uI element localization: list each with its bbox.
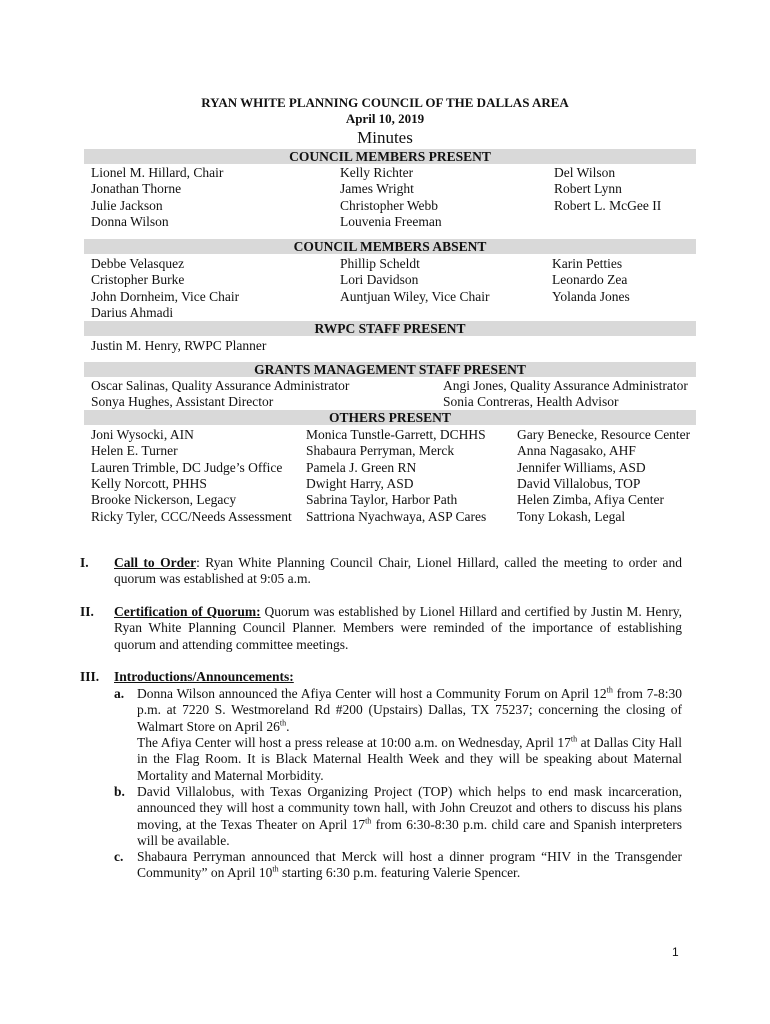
superscript: th (365, 816, 372, 826)
list-item: Yolanda Jones (552, 288, 630, 304)
list-item: Karin Petties (552, 256, 623, 271)
list-item: Justin M. Henry, RWPC Planner (91, 338, 267, 353)
list-item: Robert Lynn (554, 181, 622, 197)
superscript: th (570, 734, 578, 744)
list-item: Phillip Scheldt (340, 256, 420, 271)
list-item: Leonardo Zea (552, 272, 628, 288)
call-to-order-text: : Ryan White Planning Council Chair, Lionel Hillard, called the meeting to order and quorum was established at 9:05 a.m. (114, 555, 682, 587)
superscript: th (272, 864, 279, 874)
announcement-text: David Villalobus, with Texas Organizing Project (TOP) which helps to end mask incarceration, announced they will host a community town hall, with John Creuzot and others to discuss his plans moving, at the Texas Theater on April 17 (137, 784, 682, 832)
list-item: Julie Jackson (91, 197, 163, 213)
announcement-text: . (286, 718, 290, 734)
announcements-heading: Introductions/Announcements: (114, 669, 294, 684)
quorum-heading: Certification of Quorum: (114, 604, 261, 619)
list-item: Sonia Contreras, Health Advisor (443, 394, 619, 410)
list-item: Gary Benecke, Resource Center (517, 427, 691, 442)
announcement-text: from 6:30-8:30 p.m. child care and Spanish interpreters will be available. (137, 816, 683, 848)
staff-heading: RWPC STAFF PRESENT (84, 321, 696, 336)
list-item: Sonya Hughes, Assistant Director (91, 394, 274, 410)
grants-heading: GRANTS MANAGEMENT STAFF PRESENT (84, 362, 696, 377)
list-item: Christopher Webb (340, 197, 439, 213)
quorum-paragraph (114, 604, 682, 653)
list-item: Tony Lokash, Legal (517, 508, 626, 524)
list-item: Jonathan Thorne (91, 181, 182, 197)
list-item: Anna Nagasako, AHF (517, 443, 636, 459)
announcement-text: from 7-8:30 p.m. at 7220 S. Westmoreland Rd #200 (Upstairs) Dallas, TX 75237; concerning the closing of Walmart Store on April 26 (137, 686, 682, 734)
list-item: Auntjuan Wiley, Vice Chair (340, 288, 490, 304)
call-to-order-heading: Call to Order (114, 555, 197, 570)
announcement-a (137, 686, 682, 735)
superscript: th (606, 685, 613, 695)
list-item: Oscar Salinas, Quality Assurance Administrator (91, 378, 350, 393)
sub-item-letter: b. (114, 784, 125, 799)
list-item: Dwight Harry, ASD (306, 475, 414, 491)
others-heading: OTHERS PRESENT (84, 410, 696, 425)
announcement-c (137, 849, 682, 882)
announcement-b (137, 784, 682, 849)
list-item: Darius Ahmadi (91, 304, 174, 320)
list-item: Lauren Trimble, DC Judge’s Office (91, 459, 283, 475)
list-item: Pamela J. Green RN (306, 459, 417, 475)
superscript: th (279, 718, 287, 728)
list-item: Brooke Nickerson, Legacy (91, 492, 237, 508)
announcement-text: at Dallas City Hall in the Flag Room. It is Black Maternal Health Week and they will be speaking about Maternal Mortality and Maternal Morbidity. (137, 735, 682, 783)
list-item: Monica Tunstle-Garrett, DCHHS (306, 427, 486, 442)
list-item: Lori Davidson (340, 272, 419, 288)
announcement-a-continued (137, 735, 682, 784)
list-item: Donna Wilson (91, 213, 169, 229)
announcement-text: Donna Wilson announced the Afiya Center will host a Community Forum on April 12 (137, 686, 607, 701)
list-item: James Wright (340, 181, 414, 197)
list-item: Lionel M. Hillard, Chair (91, 165, 224, 180)
list-item: Robert L. McGee II (554, 197, 662, 213)
page-number: 1 (672, 945, 679, 959)
list-item: Cristopher Burke (91, 272, 185, 288)
list-item: Angi Jones, Quality Assurance Administrator (443, 378, 688, 393)
list-item: Joni Wysocki, AIN (91, 427, 194, 442)
list-item: Del Wilson (554, 165, 616, 180)
announcement-text: The Afiya Center will host a press release at 10:00 a.m. on Wednesday, April 17 (137, 735, 571, 750)
list-item: Debbe Velasquez (91, 256, 185, 271)
list-item: Helen Zimba, Afiya Center (517, 492, 664, 508)
item-number: II. (80, 604, 94, 619)
list-item: John Dornheim, Vice Chair (91, 288, 240, 304)
org-title: RYAN WHITE PLANNING COUNCIL OF THE DALLAS AREA (201, 95, 569, 110)
announcement-text: Shabaura Perryman announced that Merck will host a dinner program “HIV in the Transgender Community” on April 10 (137, 849, 682, 881)
list-item: Ricky Tyler, CCC/Needs Assessment (91, 508, 292, 524)
sub-item-letter: c. (114, 849, 124, 864)
call-to-order-paragraph (114, 555, 682, 588)
list-item: Shabaura Perryman, Merck (306, 443, 455, 459)
list-item: David Villalobus, TOP (517, 475, 641, 491)
quorum-text: Quorum was established by Lionel Hillard and certified by Justin M. Henry, Ryan White Planning Council Planner. Members were reminded of the importance of establishing quorum and attending committee meetings. (114, 604, 682, 652)
absent-heading: COUNCIL MEMBERS ABSENT (84, 239, 696, 254)
list-item: Louvenia Freeman (340, 213, 442, 229)
list-item: Jennifer Williams, ASD (517, 459, 646, 475)
announcement-text: starting 6:30 p.m. featuring Valerie Spencer. (278, 865, 521, 881)
item-number: I. (80, 555, 89, 570)
list-item: Kelly Norcott, PHHS (91, 475, 207, 491)
sub-item-letter: a. (114, 686, 125, 701)
present-heading: COUNCIL MEMBERS PRESENT (84, 149, 696, 164)
item-number: III. (80, 669, 100, 684)
meeting-date: April 10, 2019 (345, 111, 425, 126)
announcements-heading-line (114, 669, 682, 685)
list-item: Sabrina Taylor, Harbor Path (306, 492, 458, 508)
list-item: Kelly Richter (340, 165, 414, 180)
list-item: Sattriona Nyachwaya, ASP Cares (306, 508, 487, 524)
list-item: Helen E. Turner (91, 443, 178, 459)
doc-type: Minutes (357, 128, 413, 147)
